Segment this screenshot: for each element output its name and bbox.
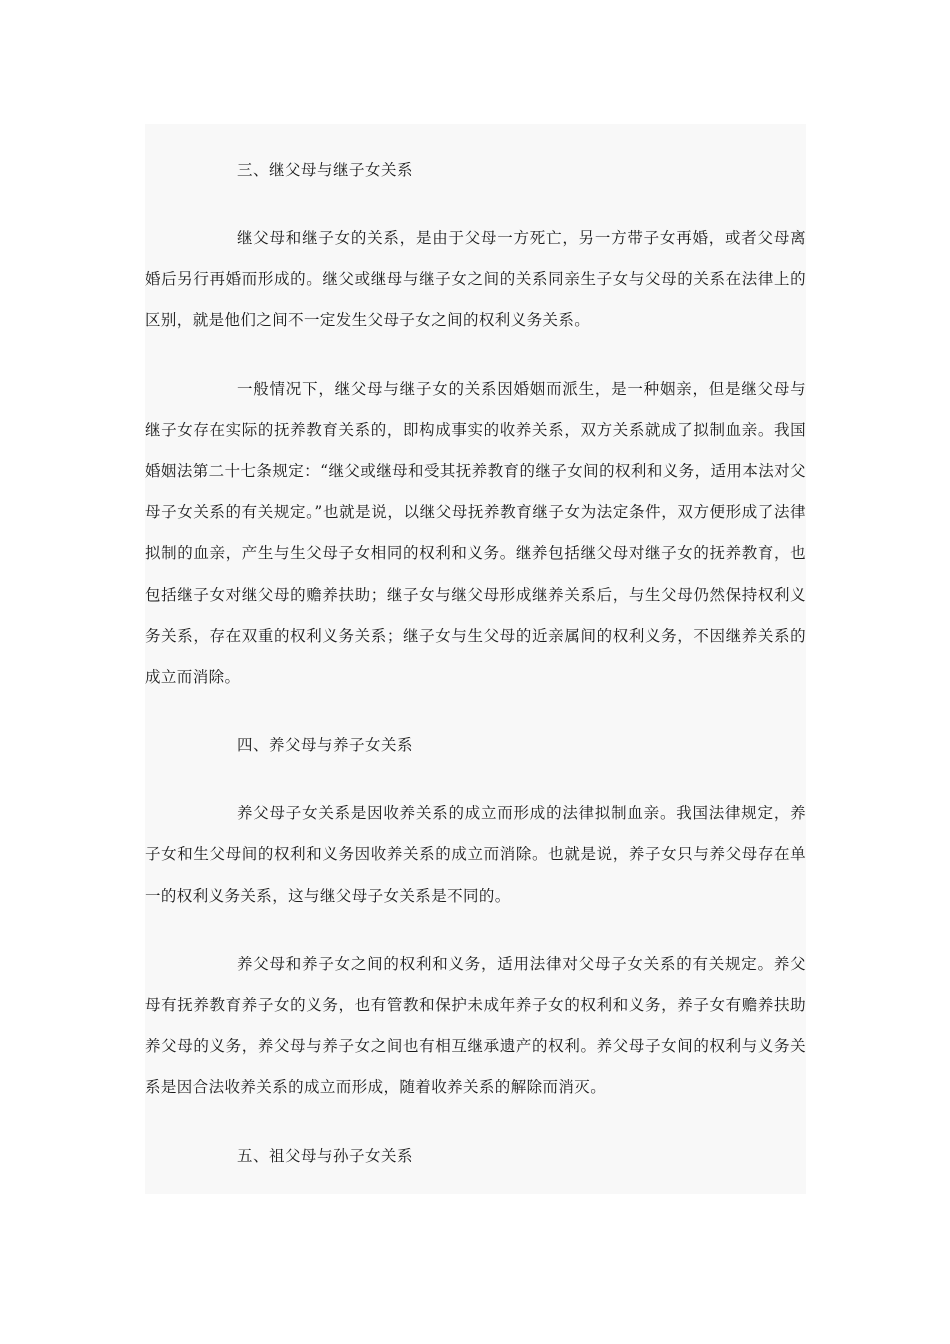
- spacer: [145, 917, 806, 944]
- spacer: [145, 191, 806, 218]
- paragraph: 养父母子女关系是因收养关系的成立而形成的法律拟制血亲。我国法律规定，养子女和生父母间的权利和义务因收养关系的成立而消除。也就是说，养子女只与养父母存在单一的权利义务关系，这与继父母子女关系是不同的。: [145, 804, 806, 905]
- section-heading: 四、养父母与养子女关系: [237, 736, 414, 755]
- spacer: [145, 766, 806, 793]
- spacer: [145, 1109, 806, 1136]
- section-heading: 五、祖父母与孙子女关系: [237, 1146, 414, 1165]
- document-body: [145, 150, 806, 1177]
- paragraph: 养父母和养子女之间的权利和义务，适用法律对父母子女关系的有关规定。养父母有抚养教育养子女的义务，也有管教和保护未成年养子女的权利和义务，养子女有赡养扶助养父母的义务，养父母与养子女之间也有相互继承遗产的权利。养父母子女间的权利与义务关系是因合法收养关系的成立而形成，随着收养关系的解除而消灭。: [145, 954, 806, 1097]
- section-heading: 三、继父母与继子女关系: [237, 161, 414, 179]
- paragraph: 一般情况下，继父母与继子女的关系因婚姻而派生，是一种姻亲，但是继父母与继子女存在实际的抚养教育关系的，即构成事实的收养关系，双方关系就成了拟制血亲。我国婚姻法第二十七条规定：“继父或继母和受其抚养教育的继子女间的权利和义务，适用本法对父母子女关系的有关规定。”也就是说，以继父母抚养教育继子女为法定条件，双方便形成了法律拟制的血亲，产生与生父母子女相同的权利和义务。继养包括继父母对继子女的抚养教育，也包括继子女对继父母的赡养扶助；继子女与继父母形成继养关系后，与生父母仍然保持权利义务关系，存在双重的权利义务关系；继子女与生父母的近亲属间的权利义务，不因继养关系的成立而消除。: [145, 379, 806, 687]
- spacer: [145, 698, 806, 725]
- spacer: [145, 342, 806, 369]
- paragraph: 继父母和继子女的关系，是由于父母一方死亡，另一方带子女再婚，或者父母离婚后另行再婚而形成的。继父或继母与继子女之间的关系同亲生子女与父母的关系在法律上的区别，就是他们之间不一定发生父母子女之间的权利义务关系。: [145, 229, 806, 330]
